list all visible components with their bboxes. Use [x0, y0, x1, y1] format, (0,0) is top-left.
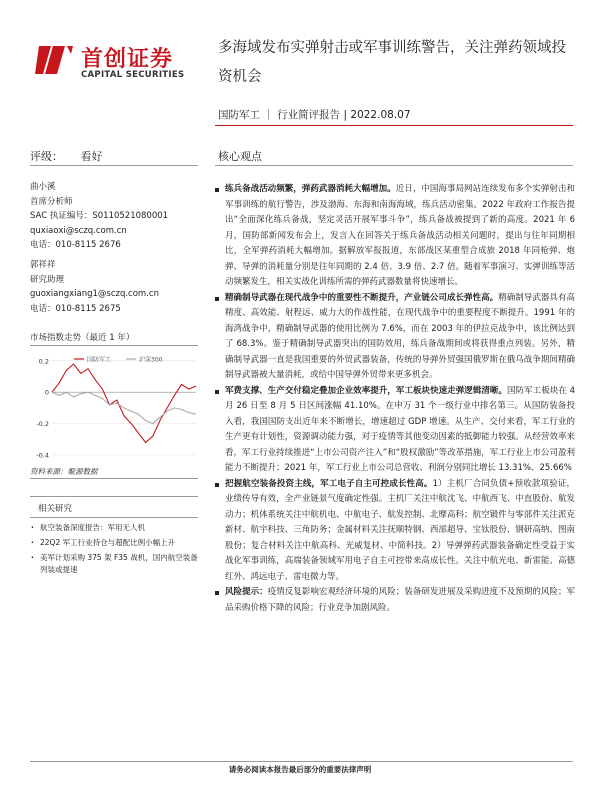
related-research-header — [30, 496, 198, 518]
footer-disclaimer: 请务必阅读本报告最后部分的重要法律声明 — [228, 765, 372, 774]
core-view-item — [213, 182, 575, 291]
core-view-heading: 把握航空装备投资主线，军工电子自主可控成长性高。 — [225, 478, 433, 489]
analyst-name: 郭祥祥 — [30, 260, 56, 270]
series-line — [52, 364, 196, 442]
core-view-text: 国防军工板块在 4 月 26 日至 8 月 5 日区间涨幅 41.10%。在申万 31 个一级行业中排名第三。从国防装备投入看，我国国防支出近年来不断增长，增速超过 GDP 增速。从生产、交付来看，军工行业的生产更有计划性，资源调动能力强，对于疫情等其他变动因素的抵御能力较强。从经营效率来看，军工行业持续推进“上市公司资产注入”和“股权激励”等改革措施，军工行业上市公司盈利能力不断提升；2021 年，军工行业上市公司总营收、利润分别同比增长 13.31%、25.66% — [225, 385, 575, 473]
logo-text-cn: 首创证券 — [81, 47, 174, 72]
chart-top-divider — [30, 345, 198, 346]
core-view-text: 精确制导武器具有高精度、高效能、射程远、威力大的作战性能，在现代战争中的重要程度不断提升。1991 年的海湾战争中，精确制导武器的使用比例为 7.6%，而在 2003 年的伊拉克战争中，该比例达到了 68.3%。鉴于精确制导武器突出的国防效用，练兵备战期间或将获得重点列装。另外，精确制导武器一直是我国重要的外贸武器装备，传统的导弹外贸强国俄罗斯在俄乌战争期间精确制导武器被大量消耗，或给中国导弹外贸带来更多机会。 — [225, 292, 575, 380]
core-view-text: 1）主机厂合同负债+预收款项验证，业绩传导有效，全产业链景气度确定性强。主机厂关注中航沈飞、中航西飞、中直股份、航发动力；机体系统关注中航机电、中航电子、航发控制、北摩高科；航空锻件与零部件关注派克新材、航宇科技、三角防务；金属材料关注抚顺特钢、西部超导、宝钛股份、钢研高纳、图南股份；复合材料关注中航高科、光威复材、中简科技。2）导弹弹药武器装备确定性受益于实战化军事训练，高端装备领域军用电子自主可控带来高成长性。关注中航光电、新雷能、高德红外、鸿远电子、雷电微力等。 — [225, 478, 575, 582]
legend-label: 国防军工 — [87, 356, 112, 364]
series-line — [52, 392, 196, 423]
related-item[interactable]: · 22Q2 军工行业持仓与超配比例小幅上升 — [30, 537, 198, 549]
chart-bottom-divider — [30, 478, 198, 479]
header-divider — [215, 125, 573, 126]
analyst-email[interactable]: guoxiangxiang1@sczq.com.cn — [30, 289, 159, 299]
rating-value: 看好 — [80, 150, 103, 163]
report-subtitle: 国防军工 ｜ 行业简评报告 | 2022.08.07 — [218, 109, 411, 121]
core-view-heading: 军费支撑、生产交付稳定叠加企业效率提升，军工板块快速走弹逻辑清晰。 — [225, 385, 508, 396]
company-logo — [35, 40, 210, 85]
y-tick-label: 0 — [44, 388, 49, 397]
core-view-heading: 风险提示： — [225, 587, 268, 597]
footer-divider — [30, 761, 573, 762]
analyst-card-2 — [30, 258, 159, 316]
y-tick-label: -0.2 — [36, 420, 49, 429]
analyst-name: 曲小溪 — [30, 182, 56, 192]
logo-text-en: CAPITAL SECURITIES — [81, 70, 185, 80]
core-view-item — [213, 291, 575, 384]
related-research-title: 相关研究 — [38, 504, 73, 514]
chart-title: 市场指数走势（最近 1 年） — [30, 333, 135, 343]
logo-mark-icon — [35, 42, 73, 78]
chart-source: 资料来源：聚源数据 — [30, 467, 98, 476]
y-tick-label: -0.4 — [36, 451, 49, 460]
core-view-divider — [215, 165, 573, 166]
report-title: 多海域发布实弹射击或军事训练警告，关注弹药领域投资机会 — [218, 40, 566, 85]
core-view-heading: 精确制导武器在现代战争中的重要性不断提升，产业链公司成长弹性高。 — [225, 292, 499, 303]
core-view-heading: 练兵备战活动频繁，弹药武器消耗大幅增加。 — [225, 184, 396, 194]
core-view-item — [213, 477, 575, 586]
core-view-item — [213, 384, 575, 477]
analyst-phone: 电话：010-8115 2675 — [30, 303, 121, 314]
analyst-card-1 — [30, 180, 168, 253]
related-item[interactable]: · 美军计划采购 375 架 F35 战机，国内航空装备列装或提速 — [30, 552, 198, 576]
core-view-item — [213, 585, 575, 616]
core-view-text: 疫情反复影响宏观经济环境的风险；装备研发进展及采购进度不及预期的风险；军品采购价格下降的风险；行业竞争加剧风险。 — [225, 587, 575, 613]
rating-label: 评级： — [30, 150, 63, 163]
legend-label: 沪深300 — [139, 356, 163, 364]
analyst-role: 研究助理 — [30, 274, 65, 285]
rating — [30, 148, 103, 164]
analyst-cert: SAC 执证编号：S0110521080001 — [30, 211, 169, 221]
analyst-email[interactable]: quxiaoxi@sczq.com.cn — [30, 225, 127, 236]
related-research-list — [30, 522, 198, 579]
market-index-chart — [30, 347, 200, 462]
related-item[interactable]: · 航空装备深度报告：军用无人机 — [30, 522, 198, 534]
core-view-text: 近日，中国海事局网站连续发布多个实弹射击和军事训练的航行警告，涉及渤海、东海和南海海域，练兵活动密集。2022 年政府工作报告提出“全面深化练兵备战，坚定灵活开展军事斗争”，练兵备战被提到了新的高度。2021 年 6 月，国防部新闻发布会上，发言人在回答关于练兵备战活动相关问题时，提出与往年同期相比，全军弹药消耗大幅增加。据解放军报报道，东部战区某重型合成旅 2018 年同枪弹、炮弹、导弹的消耗量分别是往年同期的 2.4 倍、3.9 倍、2.7 倍。随着军事演习、实弹训练等活动频繁发生，相关实战化训练所需的弹药武器数量将快速增长。 — [225, 184, 575, 287]
rating-divider — [30, 165, 198, 166]
core-view-list — [213, 182, 575, 616]
analyst-phone: 电话：010-8115 2676 — [30, 240, 121, 250]
analyst-role: 首席分析师 — [30, 196, 73, 207]
y-tick-label: 0.2 — [38, 357, 49, 366]
core-view-title: 核心观点 — [218, 150, 262, 163]
